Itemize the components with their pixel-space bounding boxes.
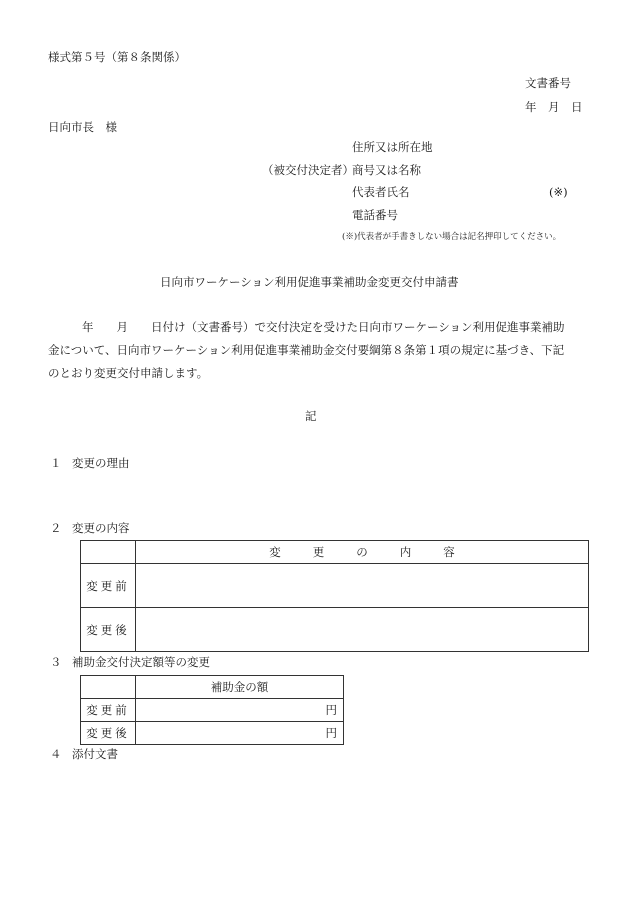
yen-unit: 円 — [325, 726, 337, 740]
change-content-header: 変更の内容 — [136, 541, 589, 564]
addressee: 日向市長 様 — [48, 120, 117, 134]
body-paragraph — [48, 316, 588, 385]
signature-mark: (※) — [549, 185, 568, 199]
applicant-role: （被交付決定者） — [262, 163, 354, 177]
section-4-heading: 添付文書 — [72, 747, 118, 761]
section-1-number: １ — [50, 456, 62, 470]
amount-before-cell[interactable] — [136, 699, 344, 722]
body-line-3: のとおり変更交付申請します。 — [48, 366, 209, 380]
section-4-number: ４ — [50, 747, 62, 761]
section-3-heading: 補助金交付決定額等の変更 — [72, 655, 210, 669]
company-name-label: 商号又は名称 — [352, 163, 421, 177]
representative-label: 代表者氏名 — [352, 185, 410, 199]
subsidy-amount-table — [80, 675, 344, 745]
before-change-label: 変更前 — [81, 564, 136, 608]
change-content-table — [80, 540, 589, 652]
section-1-heading: 変更の理由 — [72, 456, 130, 470]
section-2-heading: 変更の内容 — [72, 521, 130, 535]
body-line-2: 金について、日向市ワーケーション利用促進事業補助金交付要綱第８条第１項の規定に基づき、下記 — [48, 343, 565, 357]
amount-after-label: 変更後 — [81, 722, 136, 745]
yen-unit: 円 — [325, 703, 337, 717]
document-title: 日向市ワーケーション利用促進事業補助金変更交付申請書 — [160, 275, 459, 289]
address-label: 住所又は所在地 — [352, 140, 433, 154]
date-label: 年 月 日 — [525, 100, 583, 114]
before-change-cell[interactable] — [136, 564, 589, 608]
amount-corner-cell — [81, 676, 136, 699]
ki-heading: 記 — [305, 409, 317, 423]
amount-before-label: 変更前 — [81, 699, 136, 722]
amount-after-cell[interactable] — [136, 722, 344, 745]
section-2-number: ２ — [50, 521, 62, 535]
subsidy-amount-header: 補助金の額 — [136, 676, 344, 699]
phone-label: 電話番号 — [352, 208, 398, 222]
body-line-1: 年 月 日付け（文書番号）で交付決定を受けた日向市ワーケーション利用促進事業補助 — [82, 320, 565, 334]
document-number-label: 文書番号 — [525, 76, 571, 90]
after-change-label: 変更後 — [81, 608, 136, 652]
form-number: 様式第５号（第８条関係） — [48, 50, 186, 64]
after-change-cell[interactable] — [136, 608, 589, 652]
table-corner-cell — [81, 541, 136, 564]
signature-note: (※)代表者が手書きしない場合は記名押印してください。 — [342, 232, 562, 242]
section-3-number: ３ — [50, 655, 62, 669]
